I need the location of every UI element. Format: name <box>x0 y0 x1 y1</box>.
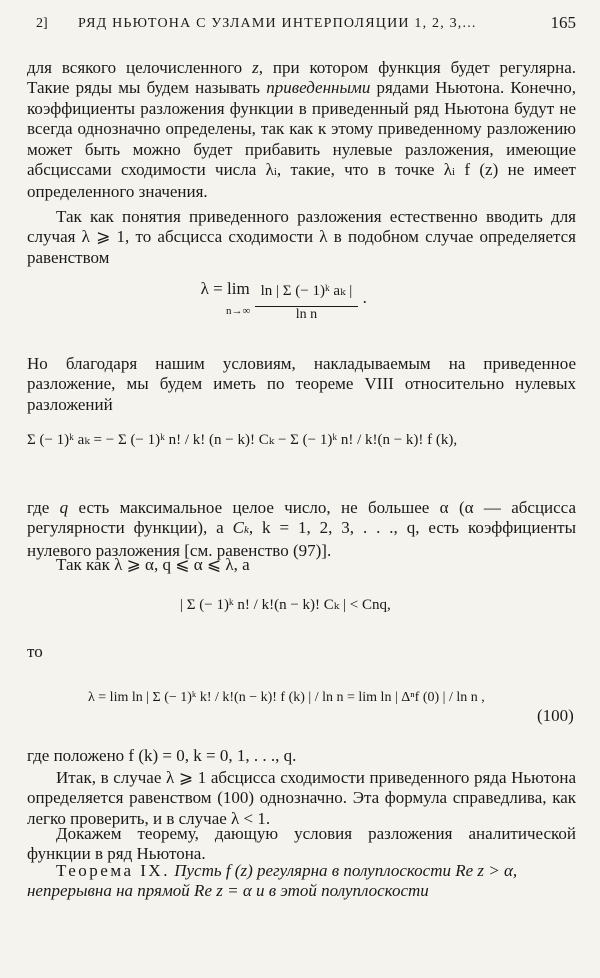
paragraph-2: Так как понятия приведенного разложения естественно вводить для случая λ ⩾ 1, то абсцисса сходимости λ в подобном случае определяется равенством <box>27 207 576 267</box>
paragraph-8: Итак, в случае λ ⩾ 1 абсцисса сходимости приведенного ряда Ньютона определяется равенством (100) однозначно. Эта формула справедлива, как легко проверить, и в случае λ < 1. <box>27 768 576 828</box>
paragraph-3: Но благодаря нашим условиям, накладываемым на приведенное разложение, мы будем иметь по теореме VIII относительно нулевых разложений <box>27 354 576 414</box>
running-title: РЯД НЬЮТОНА С УЗЛАМИ ИНТЕРПОЛЯЦИИ 1, 2, 3,... <box>78 16 477 31</box>
section-number: 2] <box>36 16 48 31</box>
theorem-label: Теорема IX. <box>56 861 170 880</box>
paragraph-5: Так как λ ⩾ α, q ⩽ α ⩽ λ, а <box>56 555 250 574</box>
theorem-9: Теорема IX. Пусть f (z) регулярна в полуплоскости Re z > α, непрерывна на прямой Re z = α и в этой полуплоскости <box>27 861 518 901</box>
paragraph-1: для всякого целочисленного z, при котором функция будет регулярна. Такие ряды мы будем называть приведенными рядами Ньютона. Конечно, коэффициенты разложения функции в приведенный ряд Ньютона будут не всегда однозначно определены, так как к этому приведенному разложению может быть можно будет прибавить нулевые разложения, имеющие абсциссами сходимости числа λi, такие, что в точке λi f (z) не имеет определенного значения. <box>27 58 577 202</box>
equation-number: (100) <box>537 706 574 725</box>
paragraph-7: где положено f (k) = 0, k = 0, 1, . . ., q. <box>27 746 297 765</box>
paragraph-6: то <box>27 642 43 661</box>
formula-inequality: | Σ (− 1)ᵏ n! / k!(n − k)! Cₖ | < Cnq, <box>180 597 391 613</box>
paragraph-4: где q есть максимальное целое число, не большее α (α — абсцисса регулярности функции), а Ck, k = 1, 2, 3, . . ., q, есть коэффициенты нулевого разложения [см. равенство (97)]. <box>27 498 576 560</box>
page-number: 165 <box>550 13 576 32</box>
paragraph-9: Докажем теорему, дающую условия разложения аналитической функции в ряд Ньютона. <box>27 824 576 864</box>
formula-zero-expansion: Σ (− 1)ᵏ aₖ = − Σ (− 1)ᵏ n! / k! (n − k)! Cₖ − Σ (− 1)ᵏ n! / k!(n − k)! f (k), <box>27 432 458 448</box>
formula-lambda-limit: λ = lim n→∞ $\frac{\text{ln | Σ (− 1)ᵏ aₖ |}}{\text{ln n}}$ . <box>200 275 367 323</box>
formula-100: λ = lim ln | Σ (− 1)ᵏ k! / k!(n − k)! f (k) | / ln n = lim ln | Δⁿf (0) | / ln n , <box>88 690 485 705</box>
